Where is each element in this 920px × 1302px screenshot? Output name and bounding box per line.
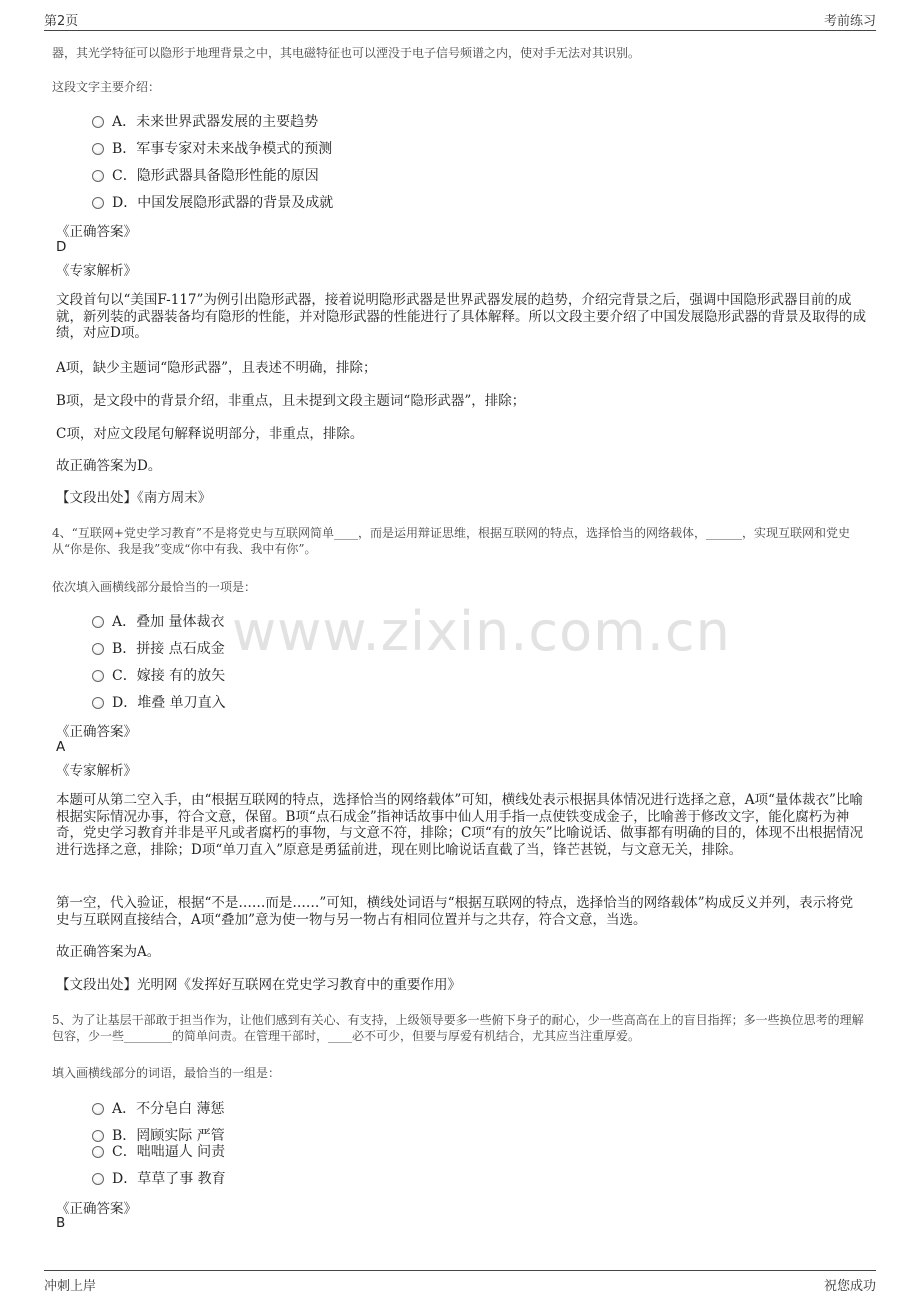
q4-analysis-para-2: 第一空，代入验证，根据“不是……而是……”可知，横线处词语与“根据互联网的特点，选择恰当的网络载体”构成反义并列，表示将党史与互联网直接结合，A项“叠加”意为使一物与另一物占有相同位置并与之共存，符合文意，当选。 xyxy=(56,895,854,928)
q4-analysis-label: 《专家解析》 xyxy=(56,763,137,779)
radio-icon[interactable] xyxy=(92,643,104,655)
q4-option-d[interactable]: D．堆叠 单刀直入 xyxy=(92,692,226,712)
q5-answer: B xyxy=(56,1215,66,1231)
q4-answer: A xyxy=(56,739,66,755)
radio-icon[interactable] xyxy=(92,1146,104,1158)
radio-icon[interactable] xyxy=(92,143,104,155)
q3-analysis-para-1: 文段首句以“美国F-117”为例引出隐形武器，接着说明隐形武器是世界武器发展的趋势，介绍完背景之后，强调中国隐形武器目前的成就，新列装的武器装备均有隐形的性能，并对隐形武器的性能进行了具体解释。所以文段主要介绍了中国发展隐形武器的背景及取得的成绩，对应D项。 xyxy=(56,292,866,342)
q4-analysis-para-1: 本题可从第二空入手，由“根据互联网的特点，选择恰当的网络载体”可知，横线处表示根据具体情况进行选择之意，A项“量体裁衣”比喻根据实际情况办事，符合文意，保留。B项“点石成金”指神话故事中仙人用手指一点使铁变成金子，比喻善于修改文字，能化腐朽为神奇，党史学习教育并非是平凡或者腐朽的事物，与文意不符，排除；C项“有的放矢”比喻说话、做事都有明确的目的，体现不出根据情况进行选择之意，排除；D项“单刀直入”原意是勇猛前进，现在则比喻说话直截了当，锋芒甚锐，与文意无关，排除。 xyxy=(56,792,864,858)
page-footer xyxy=(44,1270,876,1294)
header-right-text: 考前练习 xyxy=(823,14,876,29)
q4-analysis-para-3: 故正确答案为A。 xyxy=(56,944,161,960)
footer-right-text: 祝您成功 xyxy=(823,1279,876,1294)
q4-answer-label: 《正确答案》 xyxy=(56,724,137,740)
q3-analysis-para-3: B项，是文段中的背景介绍，非重点，且未提到文段主题词“隐形武器”，排除； xyxy=(56,393,526,409)
q3-option-d[interactable]: D．中国发展隐形武器的背景及成就 xyxy=(92,192,333,212)
q4-option-b[interactable]: B．拼接 点石成金 xyxy=(92,638,225,658)
radio-icon[interactable] xyxy=(92,197,104,209)
watermark: www.zixin.com.cn xyxy=(232,600,731,663)
q5-stem: 5、为了让基层干部敢于担当作为，让他们感到有关心、有支持，上级领导要多一些俯下身子的耐心，少一些高高在上的盲目指挥；多一些换位思考的理解包容，少一些________的简单问责。在管理干部时，____必不可少，但要与厚爱有机结合，尤其应当注重厚爱。 xyxy=(52,1013,864,1043)
q3-analysis-label: 《专家解析》 xyxy=(56,263,137,279)
q4-option-c[interactable]: C．嫁接 有的放矢 xyxy=(92,665,225,685)
q3-analysis-para-4: C项，对应文段尾句解释说明部分，非重点，排除。 xyxy=(56,426,364,442)
q5-option-a[interactable]: A．不分皂白 薄惩 xyxy=(92,1098,225,1118)
q4-stem: 4、“互联网+党史学习教育”不是将党史与互联网简单____，而是运用辩证思维，根据互联网的特点，选择恰当的网络载体，______，实现互联网和党史从“你是你、我是我”变成“你中有我、我中有你”。 xyxy=(52,526,850,556)
radio-icon[interactable] xyxy=(92,170,104,182)
q3-answer: D xyxy=(56,239,67,255)
q3-answer-label: 《正确答案》 xyxy=(56,224,137,240)
q5-option-b[interactable]: B．罔顾实际 严管 xyxy=(92,1125,225,1145)
q3-prompt: 这段文字主要介绍： xyxy=(52,80,161,94)
q5-answer-label: 《正确答案》 xyxy=(56,1201,137,1217)
q3-source: 【文段出处】《南方周末》 xyxy=(56,490,212,506)
radio-icon[interactable] xyxy=(92,670,104,682)
q5-prompt: 填入画横线部分的词语，最恰当的一组是： xyxy=(52,1066,281,1080)
footer-left-text: 冲刺上岸 xyxy=(44,1279,97,1294)
q3-analysis-para-2: A项，缺少主题词“隐形武器”，且表述不明确，排除； xyxy=(56,360,377,376)
q3-analysis-para-5: 故正确答案为D。 xyxy=(56,458,162,474)
q3-option-b[interactable]: B．军事专家对未来战争模式的预测 xyxy=(92,138,332,158)
page-number: 第2页 xyxy=(44,14,79,29)
radio-icon[interactable] xyxy=(92,697,104,709)
q3-passage-tail: 器，其光学特征可以隐形于地理背景之中，其电磁特征也可以湮没于电子信号频谱之内，使对手无法对其识别。 xyxy=(52,46,641,60)
q4-source: 【文段出处】光明网《发挥好互联网在党史学习教育中的重要作用》 xyxy=(56,977,461,993)
radio-icon[interactable] xyxy=(92,1103,104,1115)
q5-option-d[interactable]: D．草草了事 教育 xyxy=(92,1168,226,1188)
radio-icon[interactable] xyxy=(92,616,104,628)
radio-icon[interactable] xyxy=(92,1173,104,1185)
q3-option-a[interactable]: A．未来世界武器发展的主要趋势 xyxy=(92,111,318,131)
q4-option-a[interactable]: A．叠加 量体裁衣 xyxy=(92,611,225,631)
q4-prompt: 依次填入画横线部分最恰当的一项是： xyxy=(52,580,257,594)
page-header xyxy=(44,10,876,31)
q5-option-c[interactable]: C．咄咄逼人 问责 xyxy=(92,1141,225,1161)
q3-option-c[interactable]: C．隐形武器具备隐形性能的原因 xyxy=(92,165,319,185)
radio-icon[interactable] xyxy=(92,116,104,128)
